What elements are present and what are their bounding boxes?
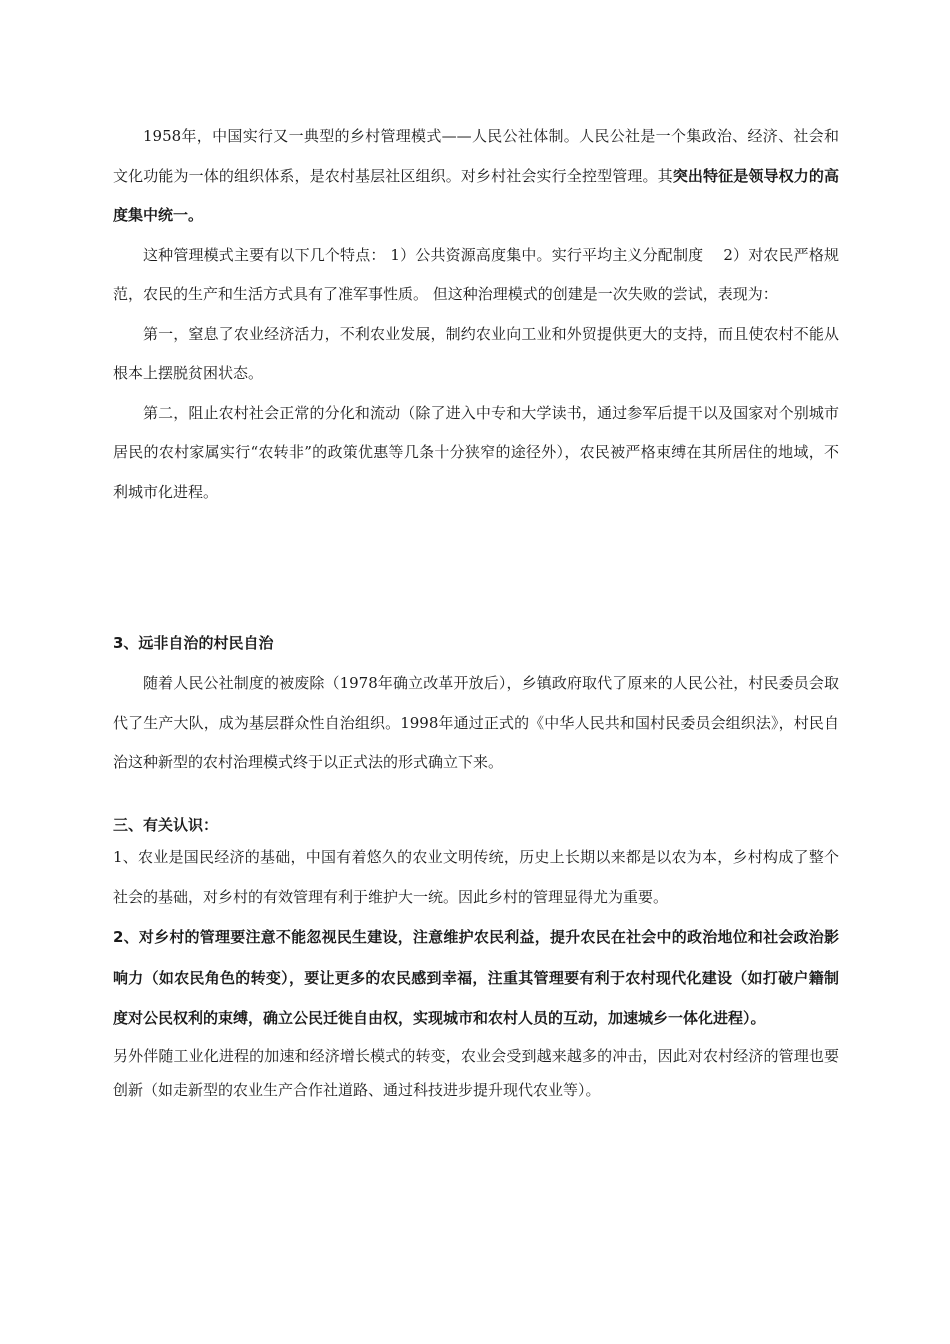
second-point-paragraph: 第二，阻止农村社会正常的分化和流动（除了进入中专和大学读书，通过参军后提干以及国家对个别城市居民的农村家属实行“农转非”的政策优惠等几条十分狭窄的途径外），农民被严格束缚在其所居住的地域，不利城市化进程。 — [113, 403, 839, 501]
section-3 — [113, 630, 839, 656]
section-three — [113, 812, 839, 838]
intro-text: 1958年，中国实行又一典型的乡村管理模式——人民公社体制。人民公社是一个集政治、经济、社会和文化功能为一体的组织体系，是农村基层社区组织。对乡村社会实行全控型管理。其 — [113, 127, 839, 185]
intro-section — [113, 117, 839, 512]
section-3-paragraph: 随着人民公社制度的被废除（1978年确立改革开放后），乡镇政府取代了原来的人民公社，村民委员会取代了生产大队，成为基层群众性自治组织。1998年通过正式的《中华人民共和国村民委员会组织法》，村民自治这种新型的农村治理模式终于以正式法的形式确立下来。 — [113, 674, 839, 771]
insight-item-1: 1、农业是国民经济的基础，中国有着悠久的农业文明传统，历史上长期以来都是以农为本，乡村构成了整个社会的基础，对乡村的有效管理有利于维护大一统。因此乡村的管理显得尤为重要。 — [113, 848, 839, 906]
first-point-paragraph: 第一，窒息了农业经济活力，不利农业发展，制约农业向工业和外贸提供更大的支持，而且使农村不能从根本上摆脱贫困状态。 — [113, 324, 839, 382]
section-three-body — [113, 838, 839, 1107]
insight-item-2: 2、对乡村的管理要注意不能忽视民生建设，注意维护农民利益，提升农民在社会中的政治地位和社会政治影响力（如农民角色的转变），要让更多的农民感到幸福，注重其管理要有利于农村现代化建设（如打破户籍制度对公民权利的束缚，确立公民迁徙自由权，实现城市和农村人员的互动，加速城乡一体化进程）。 — [113, 928, 839, 1027]
section-3-heading: 3、远非自治的村民自治 — [113, 634, 274, 652]
section-3-body — [113, 664, 839, 783]
intro-paragraph-1 — [113, 117, 839, 236]
section-three-heading: 三、有关认识： — [113, 816, 219, 834]
insight-item-3: 另外伴随工业化进程的加速和经济增长模式的转变，农业会受到越来越多的冲击，因此对农村经济的管理也要创新（如走新型的农业生产合作社道路、通过科技进步提升现代农业等）。 — [113, 1046, 839, 1099]
intro-emphasis: 突出特征是领导权力的高度集中统一。 — [113, 166, 839, 224]
features-paragraph: 这种管理模式主要有以下几个特点： 1）公共资源高度集中。实行平均主义分配制度 2）对农民严格规范，农民的生产和生活方式具有了准军事性质。 但这种治理模式的创建是一次失败的尝试，表现为： — [113, 245, 839, 303]
